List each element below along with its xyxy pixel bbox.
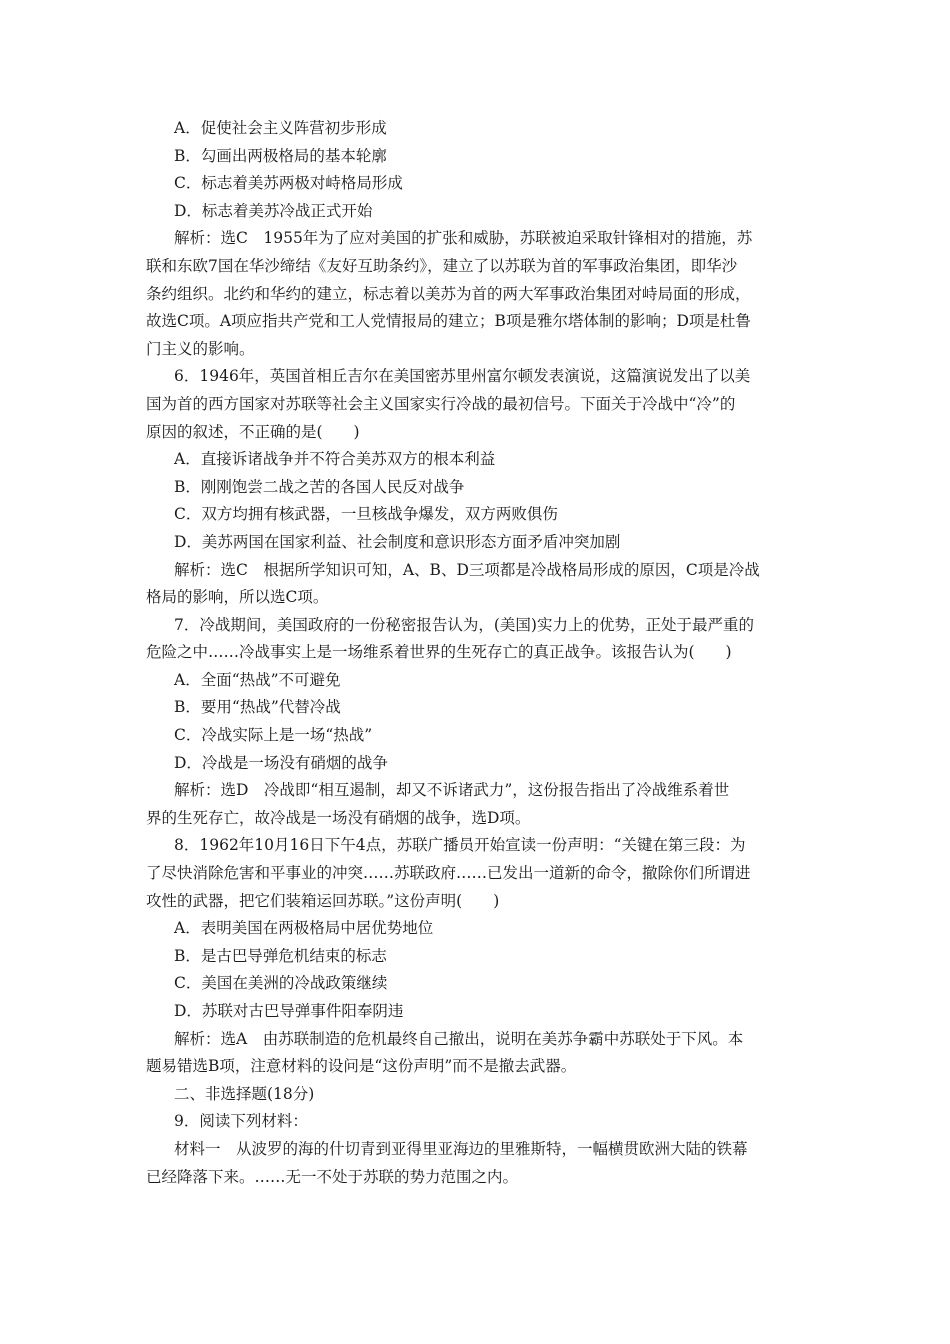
q5-option-b: B．勾画出两极格局的基本轮廓	[174, 146, 387, 165]
q7-analysis-line-2: 界的生死存亡，故冷战是一场没有硝烟的战争，选D项。	[146, 808, 531, 827]
q7-option-d: D．冷战是一场没有硝烟的战争	[174, 753, 388, 772]
q6-option-a: A．直接诉诸战争并不符合美苏双方的根本利益	[174, 450, 496, 469]
q5-analysis-line-5: 门主义的影响。	[146, 339, 255, 358]
q8-stem-line-1: 8．1962年10月16日下午4点，苏联广播员开始宣读一份声明：“关键在第三段：为	[174, 836, 746, 855]
q8-option-b: B．是古巴导弹危机结束的标志	[174, 946, 387, 965]
q6-stem-line-3: 原因的叙述，不正确的是( )	[146, 422, 360, 441]
q7-option-b: B．要用“热战”代替冷战	[174, 698, 341, 717]
q8-option-a: A．表明美国在两极格局中居优势地位	[174, 919, 434, 938]
q5-analysis-line-3: 条约组织。北约和华约的建立，标志着以美苏为首的两大军事政治集团对峙局面的形成，	[146, 284, 751, 303]
q7-stem-line-1: 7．冷战期间，美国政府的一份秘密报告认为，(美国)实力上的优势，正处于最严重的	[174, 615, 754, 634]
q5-analysis-line-1: 解析：选C 1955年为了应对美国的扩张和威胁，苏联被迫采取针锋相对的措施，苏	[174, 229, 753, 248]
q8-option-c: C．美国在美洲的冷战政策继续	[174, 974, 388, 993]
q7-option-a: A．全面“热战”不可避免	[174, 670, 341, 689]
q5-option-c: C．标志着美苏两极对峙格局形成	[174, 174, 403, 193]
document-page	[146, 115, 806, 1191]
section-2-title: 二、非选择题(18分)	[174, 1084, 315, 1103]
q6-option-b: B．刚刚饱尝二战之苦的各国人民反对战争	[174, 477, 465, 496]
q6-analysis-line-2: 格局的影响，所以选C项。	[146, 588, 329, 607]
q8-option-d: D．苏联对古巴导弹事件阳奉阴违	[174, 1002, 404, 1020]
q5-analysis-line-4: 故选C项。A项应指共产党和工人党情报局的建立；B项是雅尔塔体制的影响；D项是杜鲁	[146, 312, 751, 331]
q6-option-c: C．双方均拥有核武器，一旦核战争爆发，双方两败俱伤	[174, 505, 558, 524]
q9-stem: 9．阅读下列材料：	[174, 1112, 308, 1131]
q5-option-a: A．促使社会主义阵营初步形成	[174, 119, 387, 137]
q6-stem-line-2: 国为首的西方国家对苏联等社会主义国家实行冷战的最初信号。下面关于冷战中“冷”的	[146, 394, 736, 413]
q5-analysis-line-2: 联和东欧7国在华沙缔结《友好互助条约》，建立了以苏联为首的军事政治集团，即华沙	[146, 256, 738, 275]
q6-stem-line-1: 6．1946年，英国首相丘吉尔在美国密苏里州富尔顿发表演说，这篇演说发出了以美	[174, 367, 751, 386]
q8-stem-line-2: 了尽快消除危害和平事业的冲突……苏联政府……已发出一道新的命令，撤除你们所谓进	[146, 864, 751, 883]
q5-option-d: D．标志着美苏冷战正式开始	[174, 201, 373, 220]
q7-analysis-line-1: 解析：选D 冷战即“相互遏制，却又不诉诸武力”，这份报告指出了冷战维系着世	[174, 781, 730, 800]
q8-analysis-line-1: 解析：选A 由苏联制造的危机最终自己撤出，说明在美苏争霸中苏联处于下风。本	[174, 1029, 744, 1048]
q6-option-d: D．美苏两国在国家利益、社会制度和意识形态方面矛盾冲突加剧	[174, 532, 621, 551]
q9-material-1-line-2: 已经降落下来。……无一不处于苏联的势力范围之内。	[146, 1167, 519, 1186]
q7-option-c: C．冷战实际上是一场“热战”	[174, 726, 373, 745]
q8-analysis-line-2: 题易错选B项，注意材料的设问是“这份声明”而不是撤去武器。	[146, 1057, 577, 1076]
q7-stem-line-2: 危险之中……冷战事实上是一场维系着世界的生死存亡的真正战争。该报告认为( )	[146, 643, 732, 662]
q8-stem-line-3: 攻性的武器，把它们装箱运回苏联。”这份声明( )	[146, 891, 500, 910]
q9-material-1-line-1: 材料一 从波罗的海的什切青到亚得里亚海边的里雅斯特，一幅横贯欧洲大陆的铁幕	[174, 1139, 748, 1158]
q6-analysis-line-1: 解析：选C 根据所学知识可知，A、B、D三项都是冷战格局形成的原因，C项是冷战	[174, 560, 760, 579]
